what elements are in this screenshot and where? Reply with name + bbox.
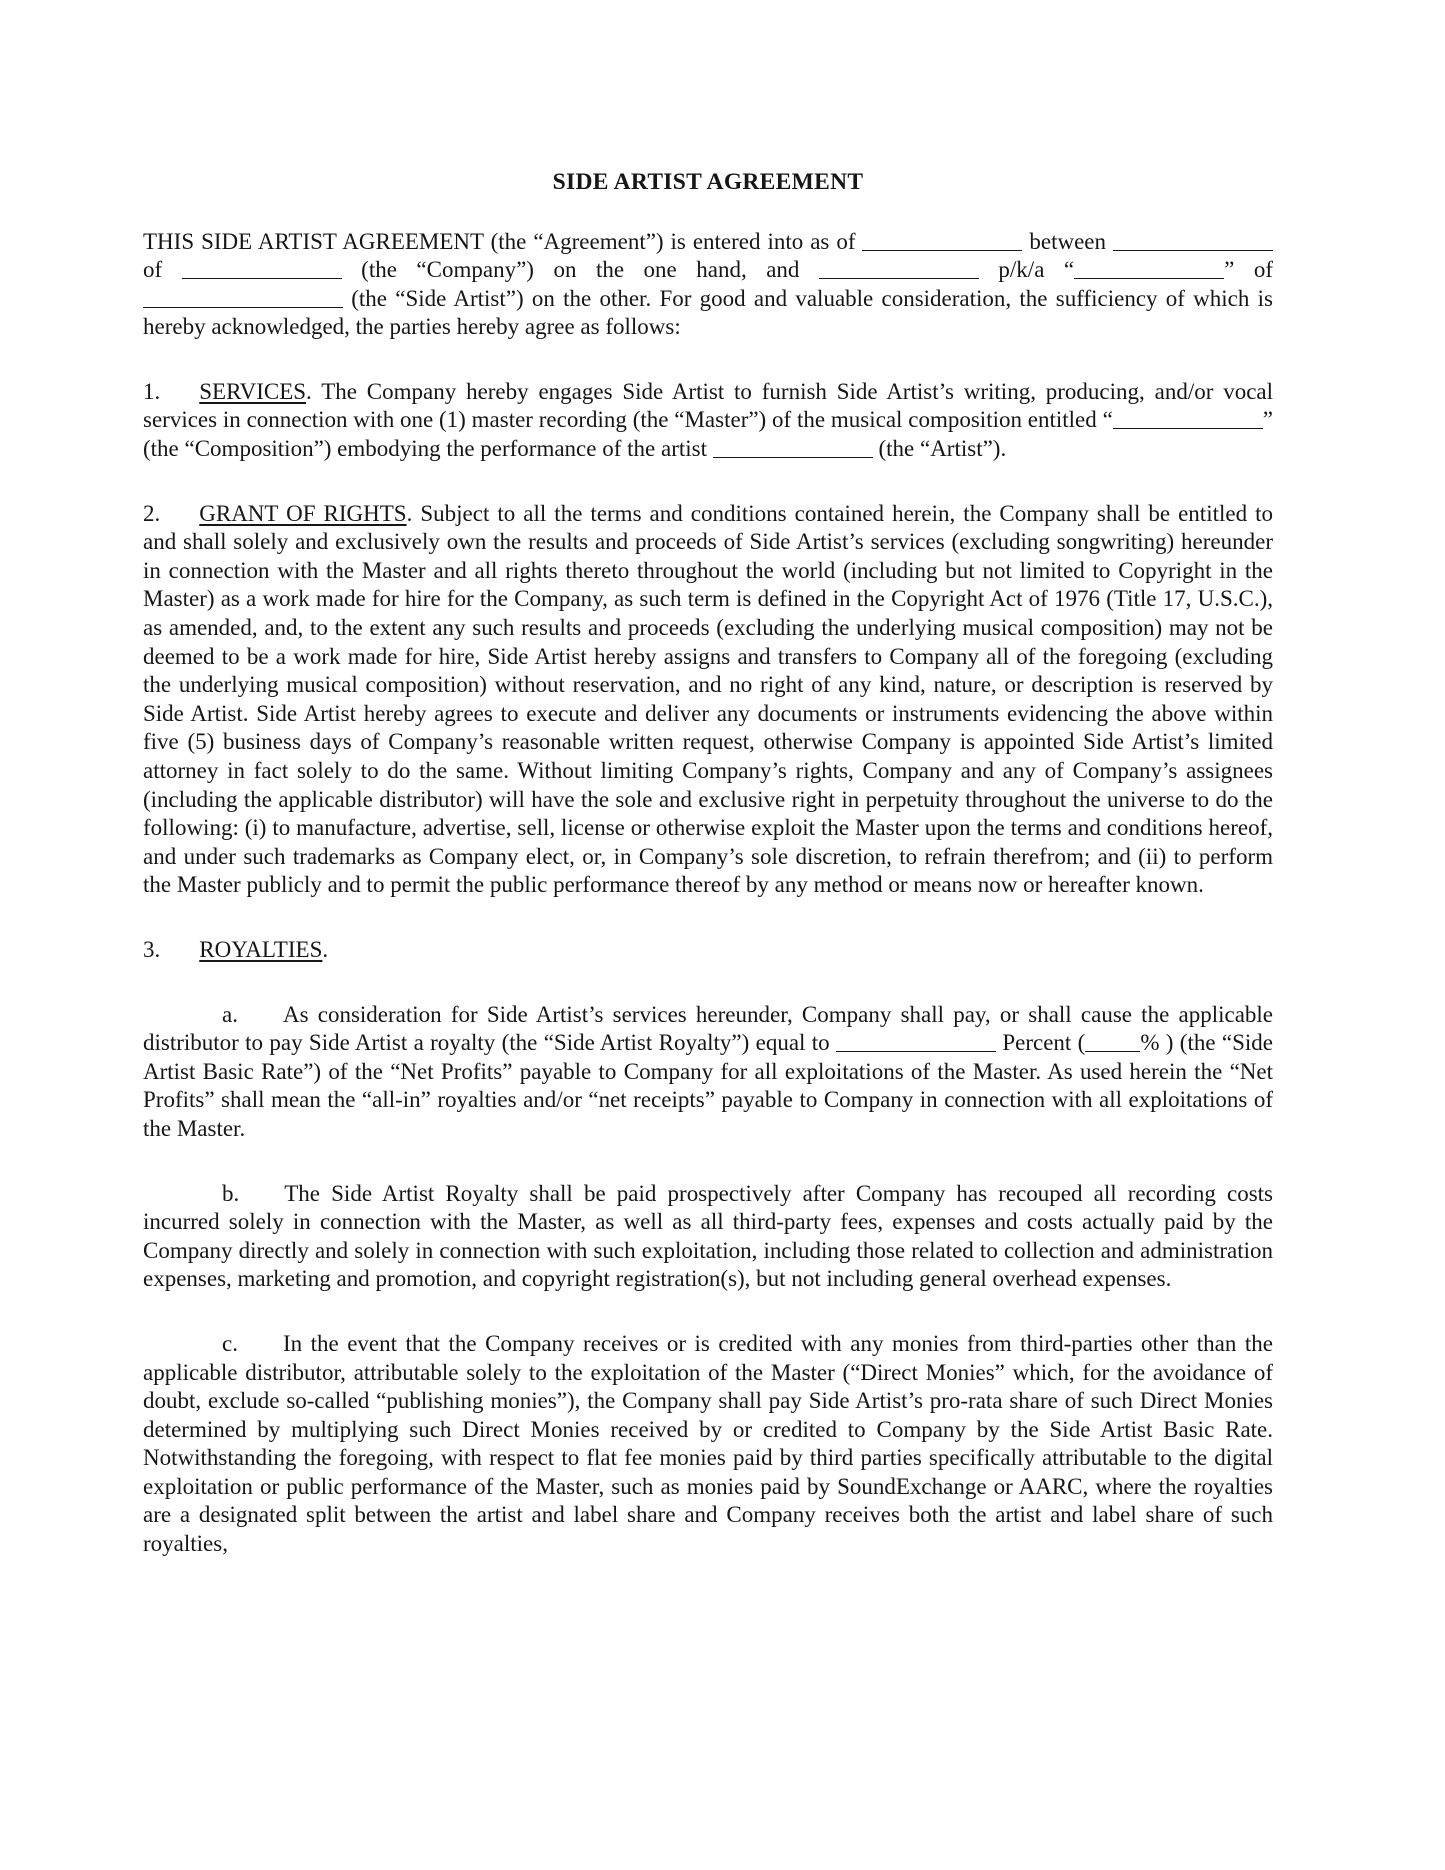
fill-in-blank xyxy=(182,262,342,279)
tab-spacer xyxy=(143,1200,222,1201)
section-3-royalties-heading: 3. ROYALTIES. xyxy=(143,936,329,962)
opening-paragraph: THIS SIDE ARTIST AGREEMENT (the “Agreement”) is entered into as of between of (the “Company”) on the one hand, and p/k/a “ ” of (the “Side Artist”) on the other. For good and valuable consideration, the sufficiency of which is hereby acknowledged, the parties hereby agree as follows: xyxy=(143,228,1273,340)
section-3b-recoupment-paragraph: b. The Side Artist Royalty shall be paid prospectively after Company has recouped all recording costs incurred solely in connection with the Master, as well as all third-party fees, expenses and costs actually paid by the Company directly and solely in connection with such exploitation, including those related to collection and administration expenses, marketing and promotion, and copyright registration(s), but not including general overhead expenses. xyxy=(143,1180,1273,1292)
underlined-heading: ROYALTIES xyxy=(199,936,323,962)
underlined-heading: SERVICES xyxy=(199,378,307,404)
section-3a-royalty-rate-paragraph: a. As consideration for Side Artist’s services hereunder, Company shall pay, or shall cause the applicable distributor to pay Side Artist a royalty (the “Side Artist Royalty”) equal to Percent ( % ) (the “Side Artist Basic Rate”) of the “Net Profits” payable to Company for all exploitations of the Master. As used herein the “Net Profits” shall mean the “all-in” royalties and/or “net receipts” payable to Company in connection with all exploitations of the Master. xyxy=(143,1001,1273,1141)
fill-in-blank xyxy=(1074,262,1224,279)
tab-spacer xyxy=(239,1200,284,1201)
document-title: SIDE ARTIST AGREEMENT xyxy=(552,169,864,195)
underlined-heading: GRANT OF RIGHTS xyxy=(199,500,407,526)
tab-spacer xyxy=(143,1021,222,1022)
tab-spacer xyxy=(238,1350,283,1351)
fill-in-blank xyxy=(1113,234,1273,251)
tab-spacer xyxy=(160,398,199,399)
tab-spacer xyxy=(160,956,199,957)
fill-in-blank xyxy=(836,1035,996,1052)
tab-spacer xyxy=(160,520,199,521)
section-1-services-paragraph: 1. SERVICES. The Company hereby engages Side Artist to furnish Side Artist’s writing, producing, and/or vocal services in connection with one (1) master recording (the “Master”) of the musical composition entitled “ ” (the “Composition”) embodying the performance of the artist (the “Artist”). xyxy=(143,378,1273,462)
fill-in-blank xyxy=(1113,412,1263,429)
tab-spacer xyxy=(143,1350,222,1351)
tab-spacer xyxy=(238,1021,283,1022)
fill-in-blank xyxy=(862,234,1022,251)
fill-in-blank xyxy=(713,441,873,458)
fill-in-blank xyxy=(1085,1035,1140,1052)
section-3c-direct-monies-paragraph: c. In the event that the Company receives or is credited with any monies from third-parties other than the applicable distributor, attributable solely to the exploitation of the Master (“Direct Monies” which, for the avoidance of doubt, exclude so-called “publishing monies”), the Company shall pay Side Artist’s pro-rata share of such Direct Monies determined by multiplying such Direct Monies received by or credited to Company by the Side Artist Basic Rate. Notwithstanding the foregoing, with respect to flat fee monies paid by third parties specifically attributable to the digital exploitation or public performance of the Master, such as monies paid by SoundExchange or AARC, where the royalties are a designated split between the artist and label share and Company receives both the artist and label share of such royalties, xyxy=(143,1330,1273,1557)
fill-in-blank xyxy=(143,291,343,308)
fill-in-blank xyxy=(819,262,979,279)
section-2-grant-of-rights-paragraph: 2. GRANT OF RIGHTS. Subject to all the terms and conditions contained herein, the Company shall be entitled to and shall solely and exclusively own the results and proceeds of Side Artist’s services (excluding songwriting) hereunder in connection with the Master and all rights thereto throughout the world (including but not limited to Copyright in the Master) as a work made for hire for the Company, as such term is defined in the Copyright Act of 1976 (Title 17, U.S.C.), as amended, and, to the extent any such results and proceeds (excluding the underlying musical composition) may not be deemed to be a work made for hire, Side Artist hereby assigns and transfers to Company all of the foregoing (excluding the underlying musical composition) without reservation, and no right of any kind, nature, or description is reserved by Side Artist. Side Artist hereby agrees to execute and deliver any documents or instruments evidencing the above within five (5) business days of Company’s reasonable written request, otherwise Company is appointed Side Artist’s limited attorney in fact solely to do the same. Without limiting Company’s rights, Company and any of Company’s assignees (including the applicable distributor) will have the sole and exclusive right in perpetuity throughout the universe to do the following: (i) to manufacture, advertise, sell, license or otherwise exploit the Master upon the terms and conditions hereof, and under such trademarks as Company elect, or, in Company’s sole discretion, to refrain therefrom; and (ii) to perform the Master publicly and to permit the public performance thereof by any method or means now or hereafter known. xyxy=(143,500,1273,898)
